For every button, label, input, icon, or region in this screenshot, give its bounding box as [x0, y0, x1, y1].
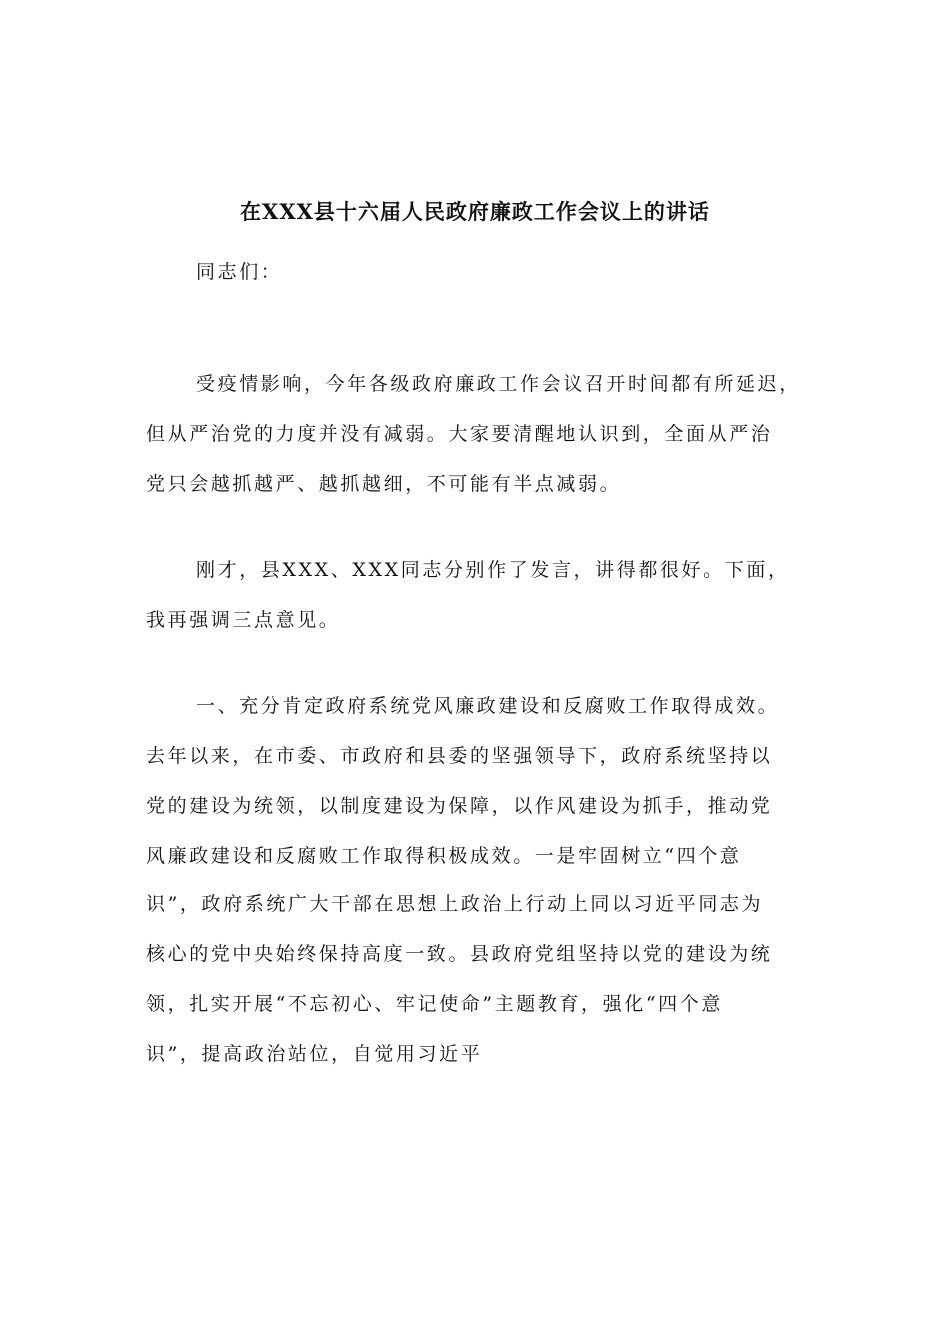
paragraph-2-line-2: 我再强调三点意见。 — [146, 609, 341, 631]
paragraph-3-line-6: 核心的党中央始终保持高度一致。县政府党组坚持以党的建设为统 — [146, 943, 773, 965]
paragraph-3-line-1: 一、充分肯定政府系统党风廉政建设和反腐败工作取得成效。 — [196, 695, 780, 717]
paragraph-3-line-3: 党的建设为统领，以制度建设为保障，以作风建设为抓手，推动党 — [146, 795, 773, 817]
paragraph-2-line-1: 刚才，县XXX、XXX同志分别作了发言，讲得都很好。下面， — [196, 559, 790, 581]
paragraph-3-line-5: 识”，政府系统广大干部在思想上政治上行动上同以习近平同志为 — [146, 893, 764, 915]
document-title: 在XXX县十六届人民政府廉政工作会议上的讲话 — [240, 199, 710, 224]
paragraph-1-line-2: 但从严治党的力度并没有减弱。大家要清醒地认识到，全面从严治 — [146, 423, 773, 445]
paragraph-3-line-2: 去年以来，在市委、市政府和县委的坚强领导下，政府系统坚持以 — [146, 745, 773, 767]
paragraph-1-line-3: 党只会越抓越严、越抓越细，不可能有半点减弱。 — [146, 473, 622, 495]
salutation: 同志们： — [196, 261, 283, 283]
paragraph-1-line-1: 受疫情影响，今年各级政府廉政工作会议召开时间都有所延迟， — [196, 373, 801, 395]
paragraph-3-line-8: 识”，提高政治站位，自觉用习近平 — [146, 1043, 483, 1065]
paragraph-3-line-7: 领，扎实开展“不忘初心、牢记使命”主题教育，强化“四个意 — [146, 993, 723, 1015]
paragraph-3-line-4: 风廉政建设和反腐败工作取得积极成效。一是牢固树立“四个意 — [146, 845, 742, 867]
